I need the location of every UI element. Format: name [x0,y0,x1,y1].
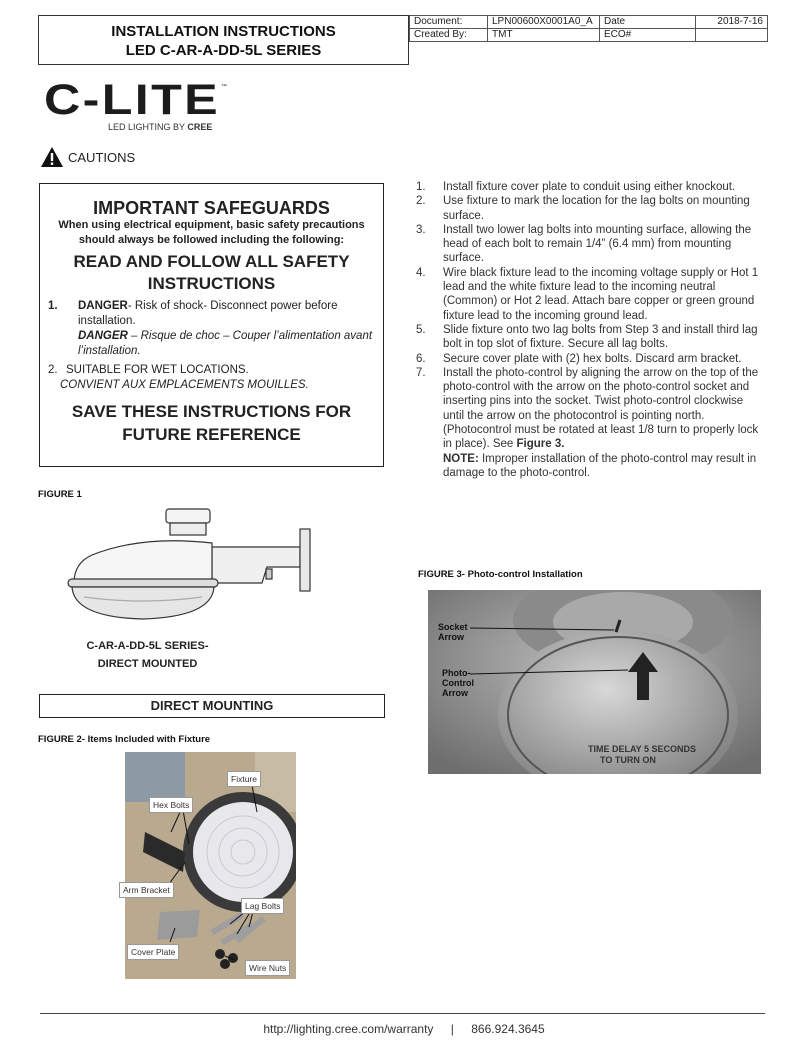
wet-locations-fr: CONVIENT AUX EMPLACEMENTS MOUILLES. [60,379,309,391]
photo-print-2: TO TURN ON [600,755,656,765]
note-label: NOTE: [443,452,479,465]
logo-tagline [108,122,212,132]
save-instructions-heading: SAVE THESE INSTRUCTIONS FOR FUTURE REFERENCE [71,402,352,444]
danger-item [48,299,375,359]
step-item: 1. Install fixture cover plate to conduit using either knockout. [416,181,736,193]
warning-icon [40,146,64,168]
step-item: 4. Wire black fixture lead to the incoming voltage supply or Hot 1 lead and the white fixture lead to the incoming neutral (Common) or Hot 2 lead. Attach bare copper or green ground fixture lead to the incoming ground lead. [416,266,759,322]
figure-3-label: FIGURE 3- Photo-control Installation [418,569,583,580]
note-text: Improper installation of the photo-control may result in damage to the photo-control. [443,452,757,479]
cautions-label: CAUTIONS [68,149,136,165]
installation-steps [416,180,766,480]
date-label: Date [600,16,696,29]
safeguards-subtitle: When using electrical equipment, basic safety precautions should always be followed including the following: [58,219,365,246]
warranty-link[interactable]: http://lighting.cree.com/warranty [263,1022,434,1036]
figure-3-ref: Figure 3. [516,438,565,451]
read-follow-heading: READ AND FOLLOW ALL SAFETY INSTRUCTIONS [73,252,350,293]
step-item: 2. Use fixture to mark the location for the lag bolts on mounting surface. [416,195,750,222]
footer-separator: | [450,1022,454,1036]
callout-fixture: Fixture [227,771,261,787]
figure-2-label: FIGURE 2- Items Included with Fixture [38,734,211,745]
danger-fr-label: DANGER [78,330,128,342]
created-by-label: Created By: [410,29,488,42]
step-item: 6. Secure cover plate with (2) hex bolts. Discard arm bracket. [416,352,742,365]
footer-divider [40,1013,765,1014]
logo-brand-text: C-LITE [44,78,220,124]
document-meta [409,15,768,40]
danger-item-num: 1. [48,300,58,312]
socket-arrow-label-2: Arrow [438,632,465,642]
logo-tagline-a: LED LIGHTING BY [108,122,188,132]
callout-hex-bolts: Hex Bolts [149,797,193,813]
danger-fr-text: – Risque de choc – Couper l’alimentation avant l’installation. [78,330,373,357]
safeguards-title: IMPORTANT SAFEGUARDS [93,198,330,218]
photo-control-label-2: Control [442,678,474,688]
eco-label: ECO# [600,29,696,42]
direct-mounting-heading: DIRECT MOUNTING [39,694,385,718]
callout-lag-bolts: Lag Bolts [241,898,284,914]
wet-item-num: 2. [48,364,58,376]
step-item: 5. Slide fixture onto two lag bolts from Step 3 and install third lag bolt in top slot of fixture. Secure all lag bolts. [416,323,758,351]
figure-1-caption-line-1: C-AR-A-DD-5L SERIES- [86,640,209,652]
phone-number: 866.924.3645 [471,1022,545,1036]
title-line-2: LED C-AR-A-DD-5L SERIES [125,42,322,59]
figure-1-fixture-drawing [62,505,332,625]
callout-wire-nuts: Wire Nuts [245,960,290,976]
document-value: LPN00600X0001A0_A [488,16,600,29]
date-value: 2018-7-16 [696,16,768,29]
title-line-1: INSTALLATION INSTRUCTIONS [111,23,336,40]
logo-tm: ™ [221,84,227,90]
eco-value [696,29,768,42]
footer [0,1022,808,1036]
danger-label: DANGER [78,300,128,312]
danger-text: - Risk of shock- Disconnect power before installation. [78,300,338,327]
created-by-value: TMT [488,29,600,42]
figure-1-caption-line-2: DIRECT MOUNTED [97,658,198,670]
figure-1-caption [60,637,235,673]
important-safeguards-box [39,183,384,467]
logo-tagline-b: CREE [187,122,213,132]
document-title-box [38,15,409,65]
wet-locations-text: SUITABLE FOR WET LOCATIONS. [66,364,249,376]
step-item: 3. Install two lower lag bolts into mounting surface, allowing the head of each bolt to remain 1/4” (6.4 mm) from mounting surface. [416,223,752,265]
cautions-heading [40,144,135,170]
photo-print-1: TIME DELAY 5 SECONDS [588,744,697,754]
document-label: Document: [410,16,488,29]
callout-cover-plate: Cover Plate [127,944,179,960]
step-item-7: 7. Install the photo-control by aligning the arrow on the top of the photo-control with the arrow on the photo-control socket and inserting pins into the socket. Twist photo-control clockwise until the arrow on the photocontrol is pointing north. (Photocontrol must be rotated at least 1/8 turn to properly lock in place). See Figure 3. NOTE: Improper installation of the photo-control may result in damage to the photo-control. [416,366,759,479]
figure-1-label: FIGURE 1 [38,489,82,500]
socket-arrow-label-1: Socket [438,622,468,632]
c-lite-logo [44,78,229,136]
photo-control-label-3: Arrow [442,688,469,698]
photo-control-label-1: Photo- [442,668,471,678]
figure-3-photo [428,590,761,774]
figure-2-photo [125,752,296,979]
callout-arm-bracket: Arm Bracket [119,882,174,898]
wet-locations-item [48,363,375,393]
